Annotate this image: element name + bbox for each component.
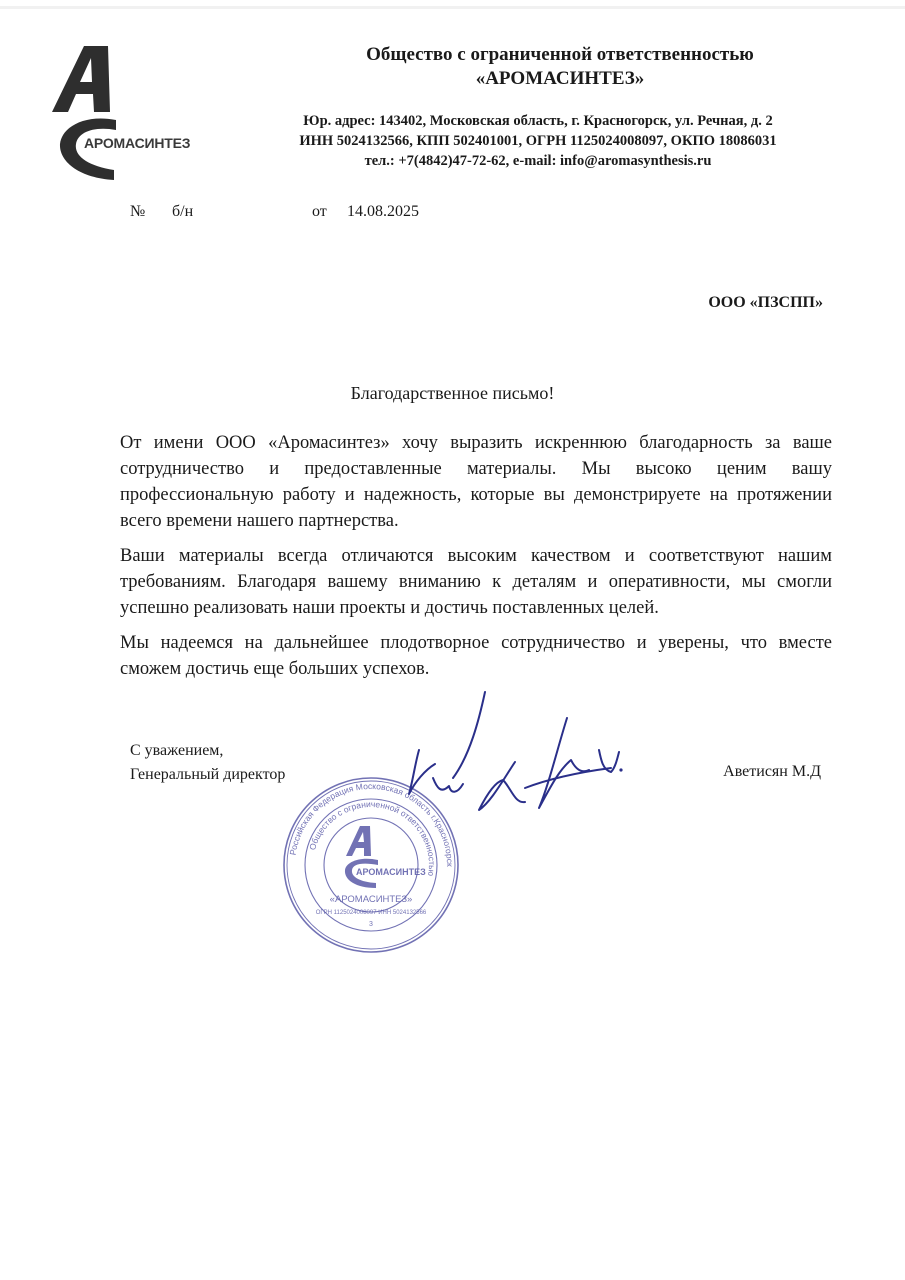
seal-registry-text: ОГРН 1125024008097 ИНН 5024132566	[315, 910, 427, 916]
seal-company-text: «АРОМАСИНТЕЗ»	[329, 894, 413, 905]
seal-outer-text: Российская Федерация Московская область г.Красногорск	[287, 780, 456, 867]
company-contacts: тел.: +7(4842)47-72-62, e-mail: info@aromasynthesis.ru	[364, 153, 712, 169]
seal-inner-text: Общество с ограниченной ответственностью	[307, 798, 438, 877]
letter-number: б/н	[172, 203, 194, 220]
letter-title: Благодарственное письмо!	[350, 383, 555, 403]
closing-regards: С уважением,	[130, 742, 224, 759]
paragraph: Мы надеемся на дальнейшее плодотворное сотрудничество и уверены, что вместе сможем достичь еще больших успехов.	[120, 633, 832, 679]
date-label: от	[312, 203, 327, 220]
scan-edge	[0, 6, 905, 9]
company-name: «АРОМАСИНТЕЗ»	[475, 68, 645, 89]
company-name-block	[250, 43, 870, 91]
recipient: ООО «ПЗСПП»	[708, 294, 823, 311]
company-legal-form: Общество с ограниченной ответственностью	[366, 44, 754, 65]
letter-date: 14.08.2025	[347, 203, 419, 220]
seal-number: 3	[369, 921, 373, 928]
signer-position: Генеральный директор	[130, 766, 286, 783]
seal-center-text: АРОМАСИНТЕЗ	[356, 867, 426, 877]
paragraph: От имени ООО «Аромасинтез» хочу выразить искреннюю благодарность за ваше сотрудничество и предоставленные материалы. Мы высоко ценим вашу профессиональную работу и надежность, которые вы демонстрируете на протяжении всего времени нашего партнерства.	[120, 433, 832, 531]
company-address: Юр. адрес: 143402, Московская область, г. Красногорск, ул. Речная, д. 2	[303, 113, 773, 129]
company-logo	[50, 44, 200, 184]
closing-block	[130, 739, 285, 787]
company-ids: ИНН 5024132566, КПП 502401001, ОГРН 1125024008097, ОКПО 18086031	[299, 133, 777, 149]
paragraph: Ваши материалы всегда отличаются высоким качеством и соответствуют нашим требованиям. Благодаря вашему вниманию к деталям и оперативности, мы смогли успешно реализовать наши проекты и достичь поставленных целей.	[120, 546, 832, 618]
number-sign: №	[130, 203, 146, 220]
handwritten-signature	[375, 690, 645, 830]
letter-body	[120, 430, 832, 691]
company-requisites	[238, 111, 838, 171]
logo-wordmark: АРОМАСИНТЕЗ	[84, 135, 191, 151]
signer-name: Аветисян М.Д	[723, 763, 821, 780]
